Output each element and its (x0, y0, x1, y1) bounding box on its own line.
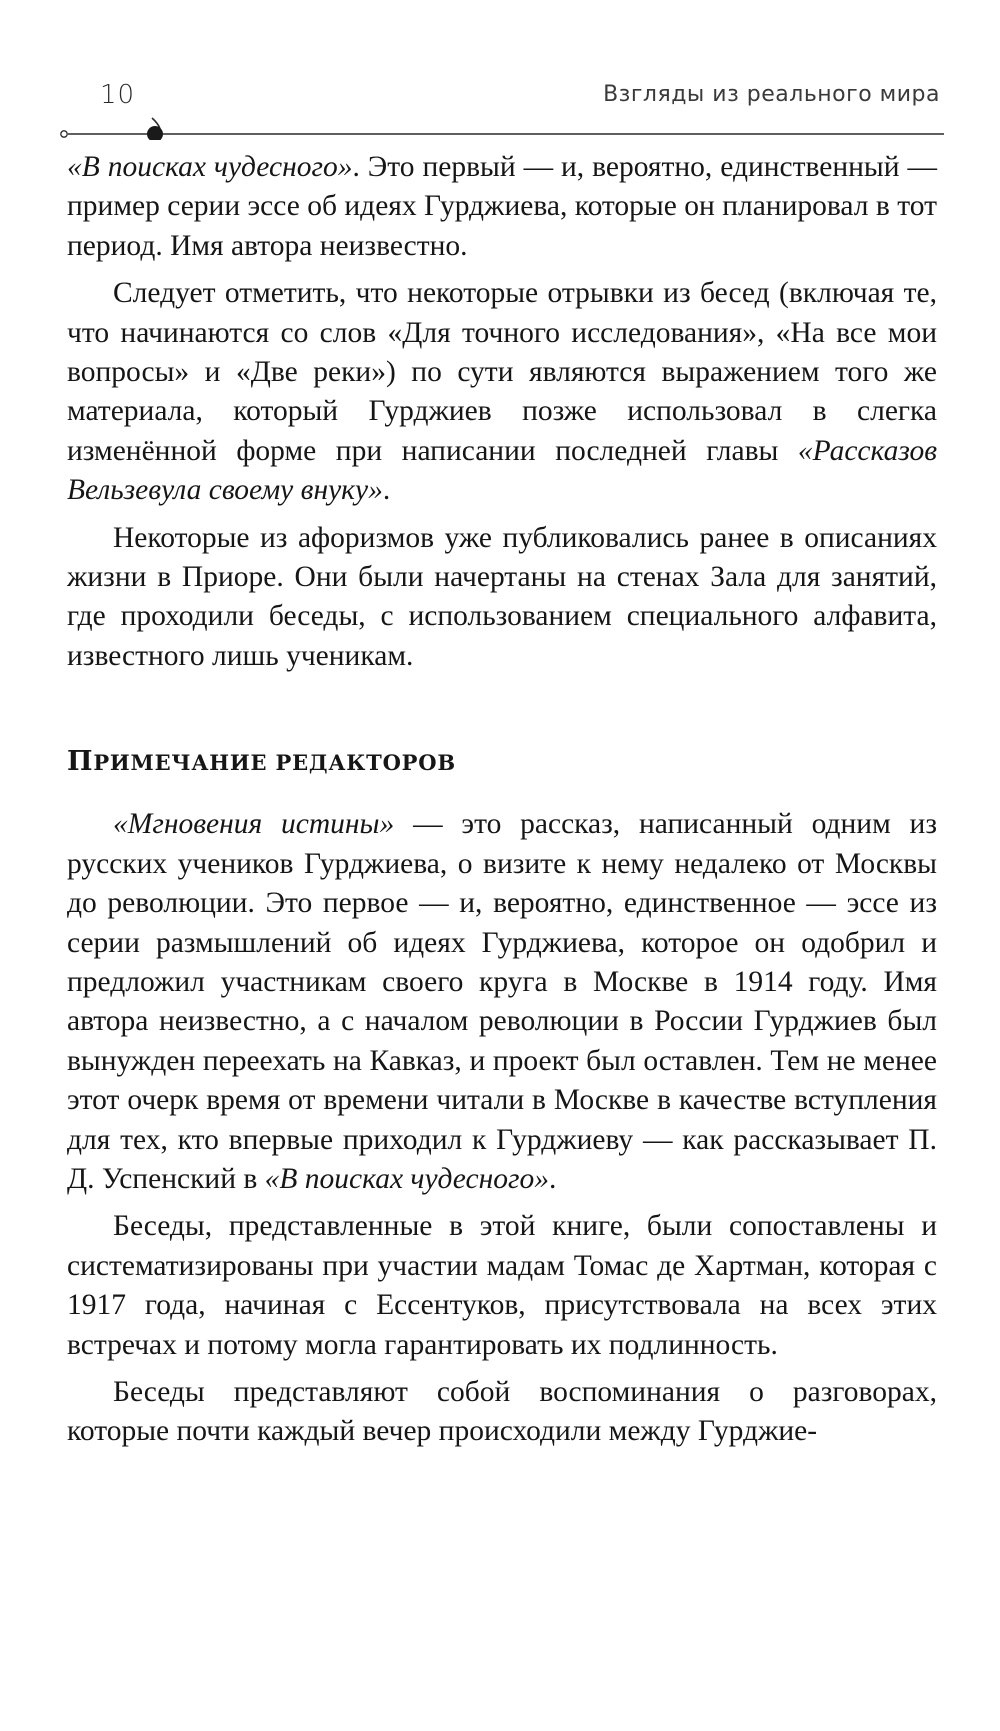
paragraph-4-end: . (548, 1162, 557, 1195)
book-title-beelzebub: «Рассказов Вельзевула своему внуку» (67, 434, 937, 507)
essay-title-moments-of-truth: «Мгновения истины» (113, 808, 395, 841)
paragraph-1-text: . Это первый — и, вероятно, единственный — пример серии эссе об идеях Гурджиева, которые он планировал в тот период. Имя автора неизвестно. (67, 151, 937, 262)
book-title-in-search-2: «В поисках чудесного» (264, 1162, 549, 1195)
paragraph-3-text: Некоторые из афоризмов уже публиковались ранее в описаниях жизни в Приоре. Они были начертаны на стенах Зала для занятий, где проходили беседы, с использованием специального алфавита, известного лишь ученикам. (67, 521, 937, 672)
header-ornament-rule (60, 110, 944, 140)
paragraph-4-text: — это рассказ, написанный одним из русских учеников Гурджиева, о визите к нему недалеко от Москвы до революции. Это первое — и, вероятно, единственное — эссе из серии размышлений об идеях Гурджиева, которое он одобрил и предложил участникам своего круга в Москве в 1914 году. Имя автора неизвестно, а с началом революции в России Гурджиев был вынужден переехать на Кавказ, и проект был оставлен. Тем не менее этот очерк время от времени читали в Москве в качестве вступления для тех, кто впервые приходил к Гурджиеву — как рассказывает П. Д. Успенский в (67, 808, 937, 1195)
page-number: 10 (100, 80, 136, 110)
page-header (60, 74, 944, 134)
paragraph-2 (67, 274, 937, 510)
paragraph-6-text: Беседы представляют собой воспоминания о разговорах, которые почти каждый вечер происходили между Гурджие- (67, 1375, 937, 1448)
section-heading-rest: РИМЕЧАНИЕ РЕДАКТОРОВ (93, 750, 456, 776)
book-title-in-search: «В поисках чудесного» (67, 151, 353, 183)
paragraph-3 (67, 519, 937, 677)
page-body (67, 148, 937, 1452)
paragraph-4 (67, 805, 937, 1199)
paragraph-1 (67, 148, 937, 266)
section-heading (67, 742, 937, 783)
paragraph-2-text: Следует отметить, что некоторые отрывки из бесед (включая те, что начинаются со слов «Для точного исследования», «На все мои вопросы» и «Две реки») по сути являются выражением того же материала, который Гурджиев позже использовал в слегка изменённой форме при написании последней главы (67, 277, 937, 467)
paragraph-5-text: Беседы, представленные в этой книге, были сопоставлены и систематизированы при участии мадам Томас де Хартман, которая с 1917 года, начиная с Ессентуков, присутствовала на всех этих встречах и потому могла гарантировать их подлинность. (67, 1210, 937, 1361)
paragraph-2-end: . (382, 474, 391, 507)
paragraph-5 (67, 1207, 937, 1365)
paragraph-6 (67, 1373, 937, 1452)
running-title: Взгляды из реального мира (603, 82, 940, 107)
section-heading-initial: П (67, 746, 94, 778)
